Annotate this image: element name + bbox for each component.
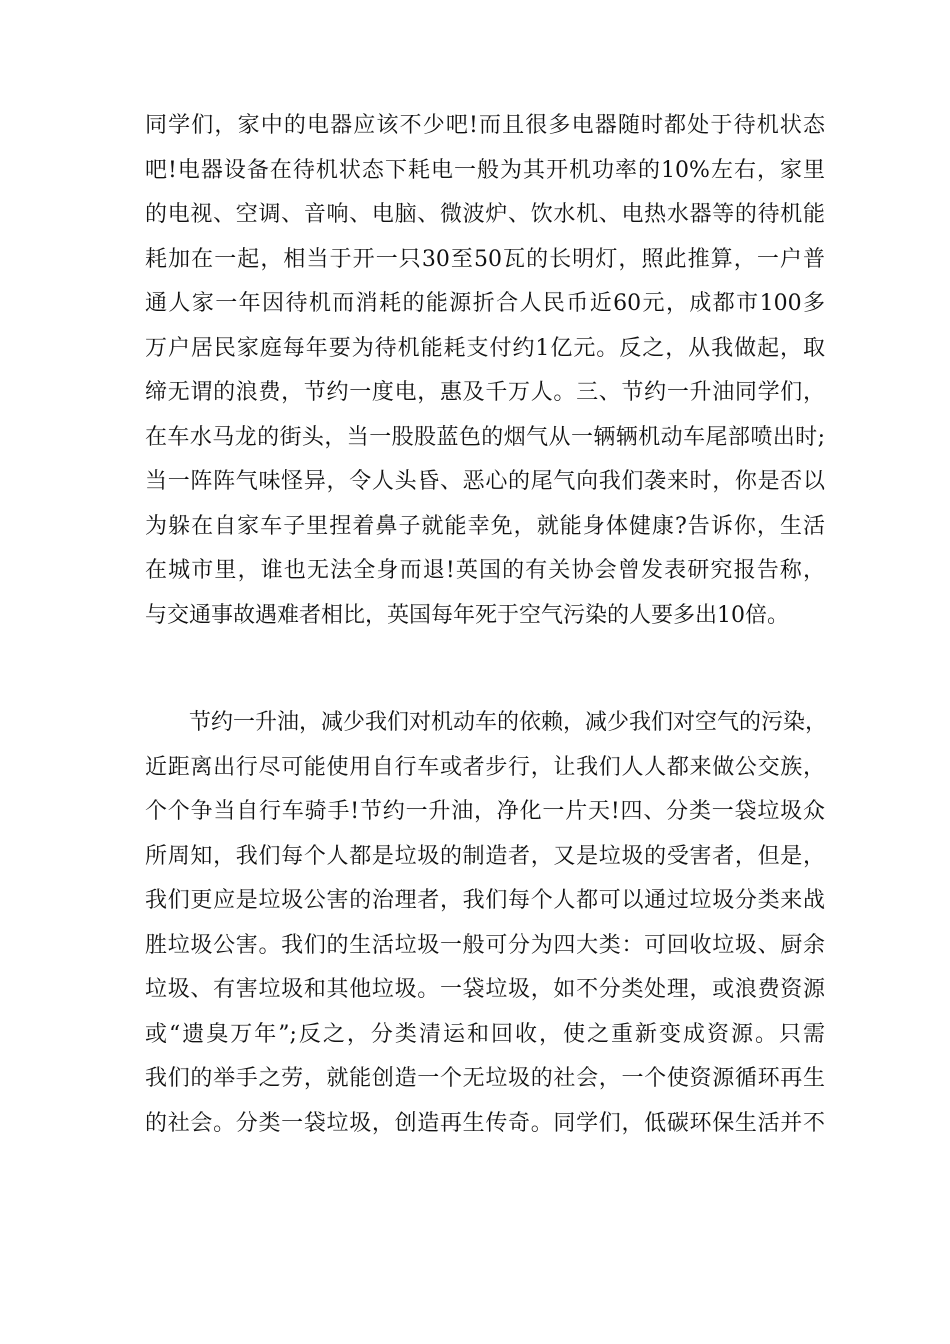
text-line: 我们更应是垃圾公害的治理者，我们每个人都可以通过垃圾分类来战 [145,888,825,913]
text-line: 与交通事故遇难者相比，英国每年死于空气污染的人要多出10倍。 [145,602,789,628]
text-line: 胜垃圾公害。我们的生活垃圾一般可分为四大类：可回收垃圾、厨余 [145,932,825,958]
text-line: 所周知，我们每个人都是垃圾的制造者，又是垃圾的受害者，但是， [145,843,825,869]
text-line: 缔无谓的浪费，节约一度电，惠及千万人。三、节约一升油同学们， [145,380,825,405]
text-line: 通人家一年因待机而消耗的能源折合人民币近60元，成都市100多 [145,291,825,316]
text-line: 万户居民家庭每年要为待机能耗支付约1亿元。反之，从我做起，取 [145,335,825,361]
text-line: 吧!电器设备在待机状态下耗电一般为其开机功率的10%左右，家里 [145,157,825,183]
text-line: 我们的举手之劳，就能创造一个无垃圾的社会，一个使资源循环再生 [145,1066,825,1091]
paragraph-1 [145,104,825,638]
text-line: 在城市里，谁也无法全身而退!英国的有关协会曾发表研究报告称， [145,558,825,583]
text-line: 耗加在一起，相当于开一只30至50瓦的长明灯，照此推算，一户普 [145,246,825,272]
text-line: 个个争当自行车骑手!节约一升油，净化一片天!四、分类一袋垃圾众 [145,799,825,824]
text-line: 为躲在自家车子里捏着鼻子就能幸免，就能身体健康?告诉你，生活 [145,513,825,539]
text-line: 的电视、空调、音响、电脑、微波炉、饮水机、电热水器等的待机能 [145,202,825,227]
text-line: 节约一升油，减少我们对机动车的依赖，减少我们对空气的污染， [189,710,828,735]
text-line: 近距离出行尽可能使用自行车或者步行，让我们人人都来做公交族， [145,754,825,780]
text-line: 同学们，家中的电器应该不少吧!而且很多电器随时都处于待机状态 [145,113,825,138]
text-line: 垃圾、有害垃圾和其他垃圾。一袋垃圾，如不分类处理，或浪费资源 [145,977,825,1002]
text-line: 在车水马龙的街头，当一股股蓝色的烟气从一辆辆机动车尾部喷出时; [145,424,825,450]
paragraph-2 [145,701,828,1146]
text-line: 或“遗臭万年”;反之，分类清运和回收，使之重新变成资源。只需 [145,1021,825,1047]
text-line: 的社会。分类一袋垃圾，创造再生传奇。同学们，低碳环保生活并不 [145,1110,825,1136]
text-line: 当一阵阵气味怪异，令人头昏、恶心的尾气向我们袭来时，你是否以 [145,469,825,494]
